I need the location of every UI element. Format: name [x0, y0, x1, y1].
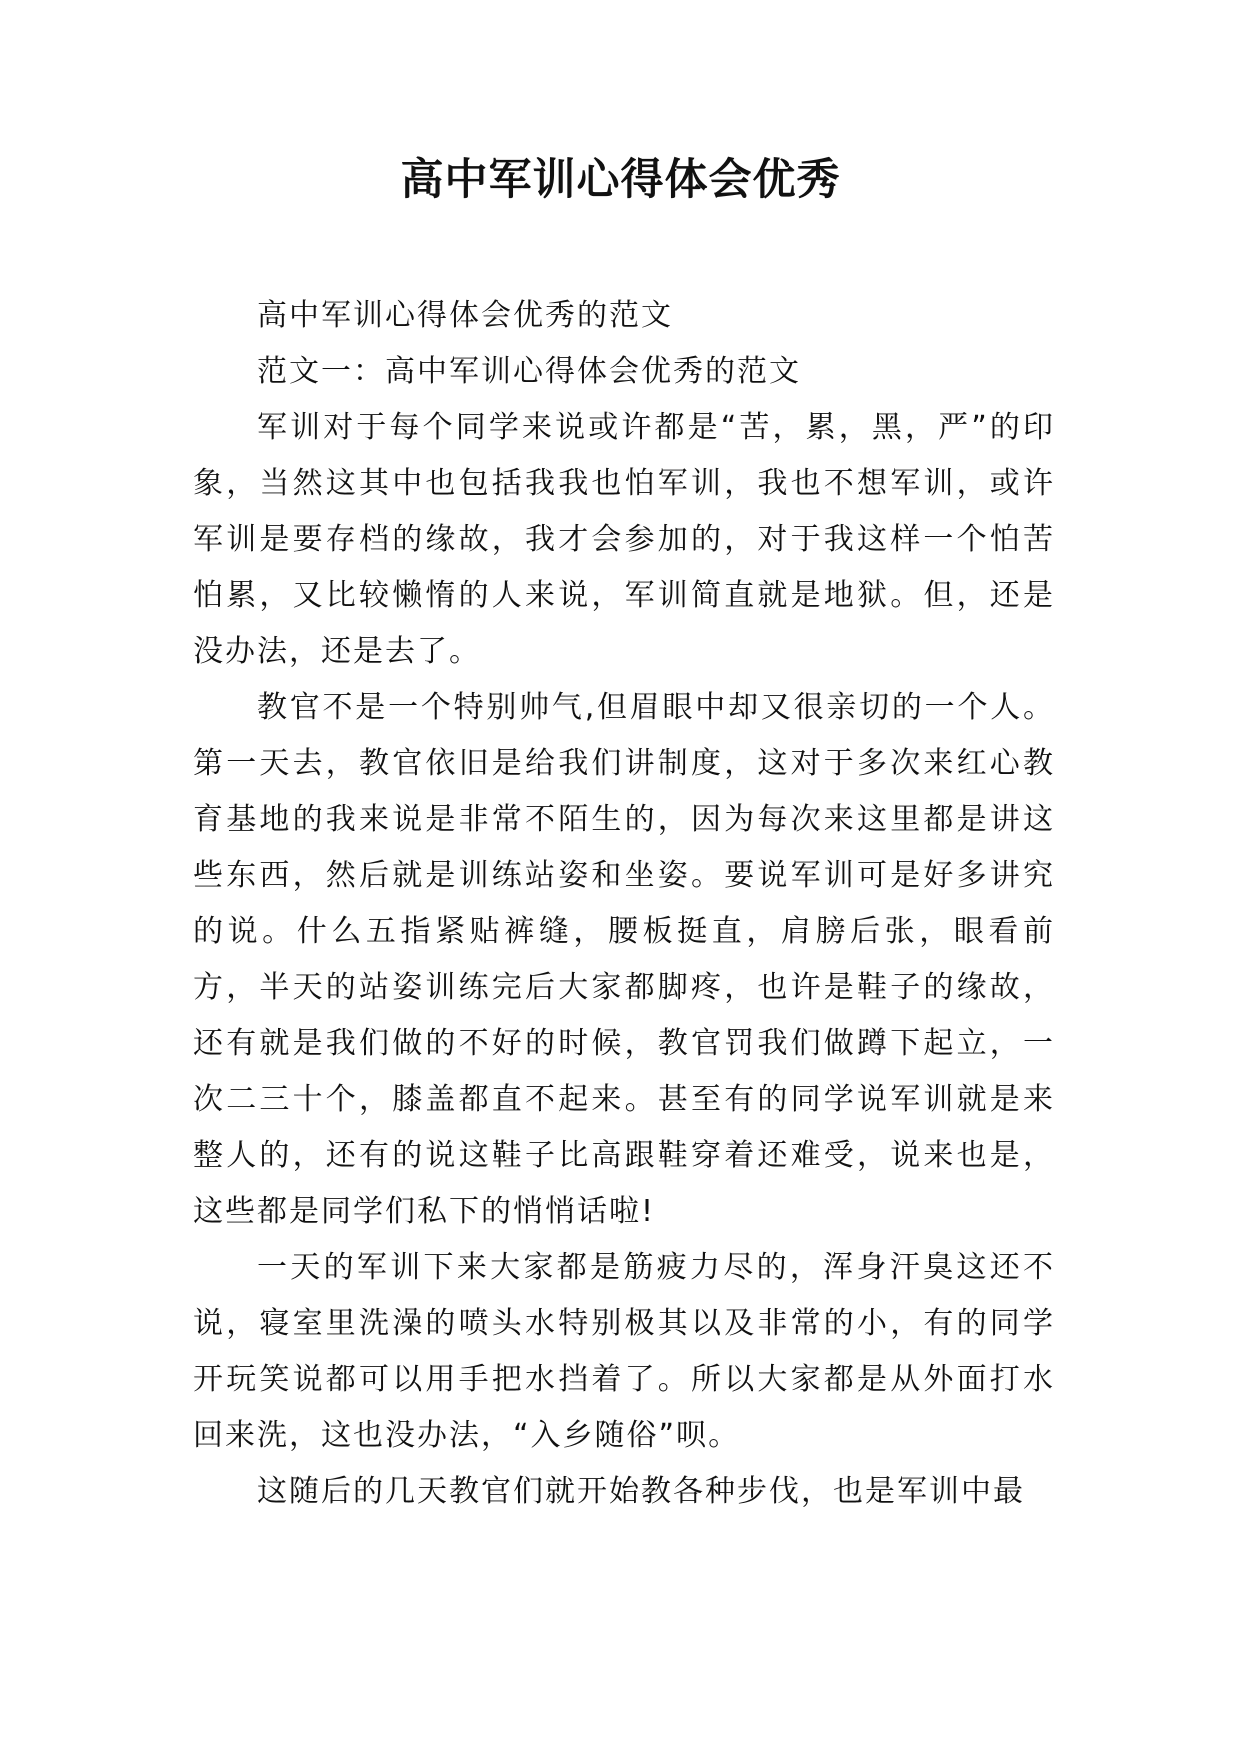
paragraph-2: 教官不是一个特别帅气,但眉眼中却又很亲切的一个人。第一天去，教官依旧是给我们讲制度，这对于多次来红心教育基地的我来说是非常不陌生的，因为每次来这里都是讲这些东西，然后就是训练站姿和坐姿。要说军训可是好多讲究的说。什么五指紧贴裤缝，腰板挺直，肩膀后张，眼看前方，半天的站姿训练完后大家都脚疼，也许是鞋子的缘故，还有就是我们做的不好的时候，教官罚我们做蹲下起立，一次二三十个，膝盖都直不起来。甚至有的同学说军训就是来整人的，还有的说这鞋子比高跟鞋穿着还难受，说来也是，这些都是同学们私下的悄悄话啦! — [193, 690, 1055, 1229]
section-heading: 范文一：高中军训心得体会优秀的范文 — [257, 354, 801, 389]
paragraph-4: 这随后的几天教官们就开始教各种步伐，也是军训中最 — [257, 1474, 1025, 1509]
paragraph-3: 一天的军训下来大家都是筋疲力尽的，浑身汗臭这还不说，寝室里洗澡的喷头水特别极其以及非常的小，有的同学开玩笑说都可以用手把水挡着了。所以大家都是从外面打水回来洗，这也没办法，“入乡随俗”呗。 — [193, 1250, 1055, 1453]
paragraph-1: 军训对于每个同学来说或许都是“苦，累，黑，严”的印象，当然这其中也包括我我也怕军训，我也不想军训，或许军训是要存档的缘故，我才会参加的，对于我这样一个怕苦怕累，又比较懒惰的人来说，军训简直就是地狱。但，还是没办法，还是去了。 — [193, 410, 1055, 669]
document-body — [193, 288, 1055, 1520]
document-subtitle: 高中军训心得体会优秀的范文 — [257, 298, 673, 333]
document-title: 高中军训心得体会优秀 — [400, 155, 841, 205]
